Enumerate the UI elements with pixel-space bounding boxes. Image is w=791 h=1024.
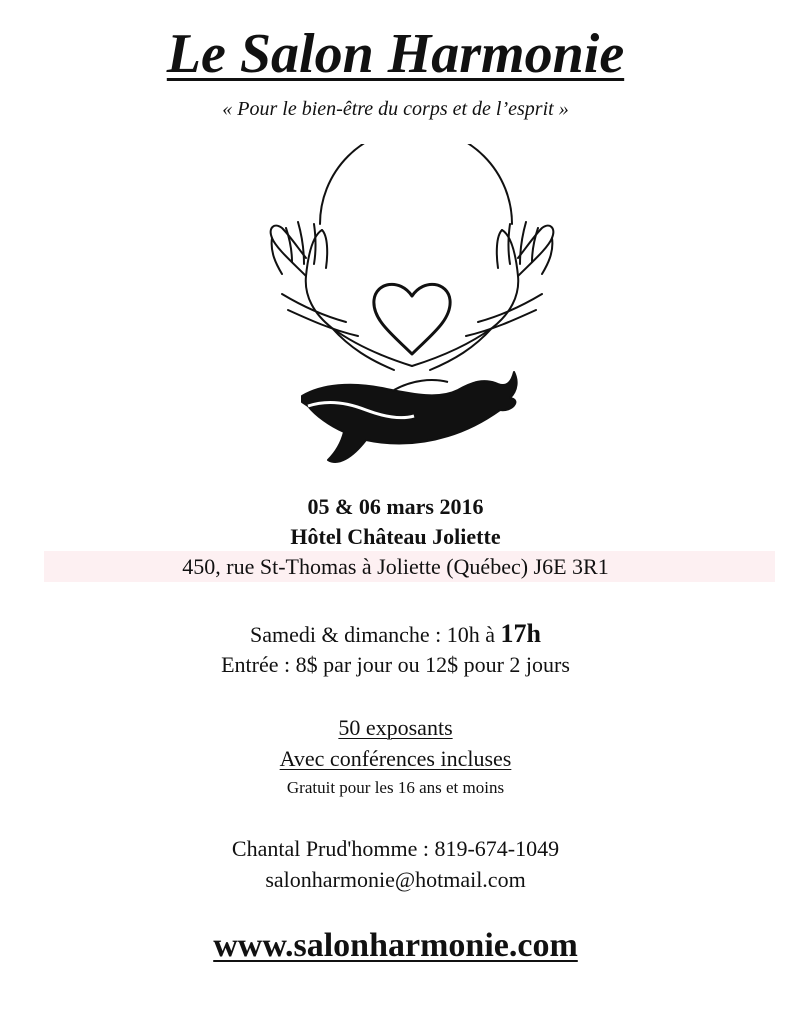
event-address: 450, rue St-Thomas à Joliette (Québec) J6E 3R1	[182, 554, 609, 579]
exhibitors-line	[0, 714, 791, 742]
event-hours-prefix: Samedi & dimanche : 10h à	[250, 622, 501, 647]
conferences-line	[0, 745, 791, 773]
contact-email[interactable]: salonharmonie@hotmail.com	[265, 867, 526, 892]
free-admission-note: Gratuit pour les 16 ans et moins	[286, 778, 505, 797]
contact-person: Chantal Prud'homme : 819-674-1049	[231, 836, 560, 861]
event-admission: Entrée : 8$ par jour ou 12$ pour 2 jours	[221, 652, 570, 677]
conferences-included: Avec conférences incluses	[279, 746, 512, 771]
event-hours	[0, 620, 791, 649]
event-venue: Hôtel Château Joliette	[290, 524, 501, 549]
page-title: Le Salon Harmonie	[166, 23, 625, 85]
website-line	[0, 926, 791, 966]
exhibitors-count: 50 exposants	[338, 715, 453, 740]
event-hours-end: 17h	[500, 619, 541, 648]
tagline: « Pour le bien-être du corps et de l’esprit »	[222, 98, 569, 120]
event-dates: 05 & 06 mars 2016	[307, 494, 484, 519]
website-link[interactable]: www.salonharmonie.com	[213, 927, 578, 964]
hands-heart-dolphin-icon	[262, 144, 562, 464]
